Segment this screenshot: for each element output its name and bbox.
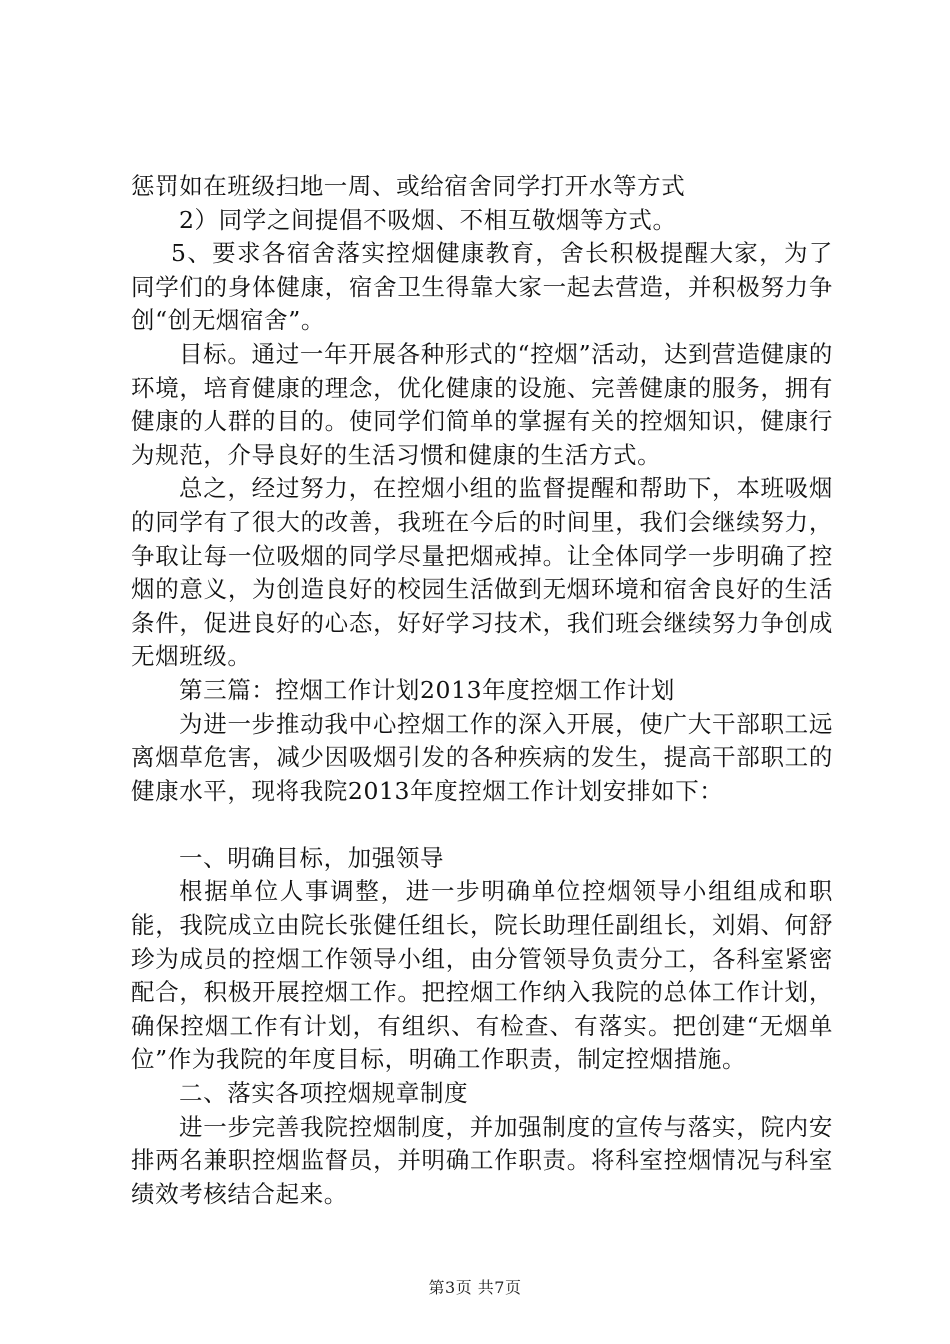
heading-regulations: 二、落实各项控烟规章制度 [179, 1079, 469, 1108]
paragraph-dormitory-education: 5、要求各宿舍落实控烟健康教育，舍长积极提醒大家，为了同学们的身体健康，宿舍卫生得靠大家一起去营造，并积极努力争创“创无烟宿舍”。 [131, 239, 833, 335]
paragraph-plan-intro: 为进一步推动我中心控烟工作的深入开展，使广大干部职工远离烟草危害，减少因吸烟引发的各种疾病的发生，提高干部职工的健康水平，现将我院2013年度控烟工作计划安排如下： [131, 709, 833, 805]
blank-line [131, 808, 833, 842]
page-number-footer: 第3页 共7页 [428, 1278, 522, 1297]
section-title-part-three: 第三篇：控烟工作计划2013年度控烟工作计划 [179, 675, 676, 704]
heading-goals-leadership: 一、明确目标，加强领导 [179, 843, 445, 872]
paragraph-regulations: 进一步完善我院控烟制度，并加强制度的宣传与落实，院内安排两名兼职控烟监督员，并明确工作职责。将科室控烟情况与科室绩效考核结合起来。 [131, 1112, 833, 1208]
paragraph-summary: 总之，经过努力，在控烟小组的监督提醒和帮助下，本班吸烟的同学有了很大的改善，我班在今后的时间里，我们会继续努力，争取让每一位吸烟的同学尽量把烟戒掉。让全体同学一步明确了控烟的意义，为创造良好的校园生活做到无烟环境和宿舍良好的生活条件，促进良好的心态，好好学习技术，我们班会继续努力争创成无烟班级。 [131, 474, 833, 671]
paragraph-leadership-group: 根据单位人事调整，进一步明确单位控烟领导小组组成和职能，我院成立由院长张健任组长，院长助理任副组长，刘娟、何舒珍为成员的控烟工作领导小组，由分管领导负责分工，各科室紧密配合，积极开展控烟工作。把控烟工作纳入我院的总体工作计划，确保控烟工作有计划，有组织、有检查、有落实。把创建“无烟单位”作为我院的年度目标，明确工作职责，制定控烟措施。 [131, 877, 833, 1074]
paragraph-no-smoking-encouraged: 2）同学之间提倡不吸烟、不相互敬烟等方式。 [179, 205, 677, 234]
paragraph-goal: 目标。通过一年开展各种形式的“控烟”活动，达到营造健康的环境，培育健康的理念，优化健康的设施、完善健康的服务，拥有健康的人群的目的。使同学们简单的掌握有关的控烟知识，健康行为规范，介导良好的生活习惯和健康的生活方式。 [131, 339, 833, 469]
document-body [131, 170, 833, 1211]
paragraph-punishment: 惩罚如在班级扫地一周、或给宿舍同学打开水等方式 [131, 172, 686, 200]
